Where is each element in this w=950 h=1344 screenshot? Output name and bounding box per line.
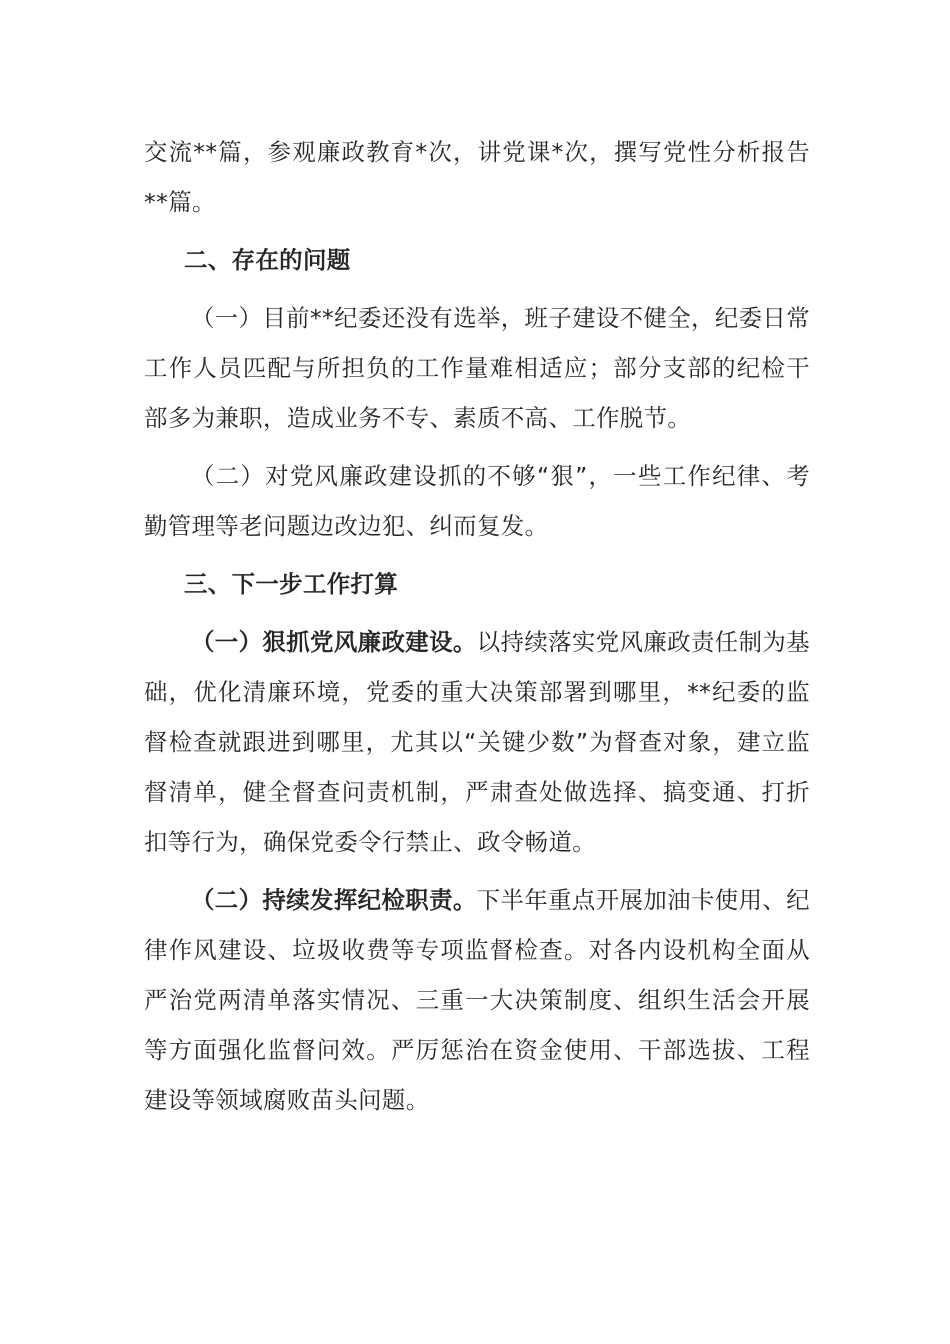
plan-item-2-text: 下半年重点开展加油卡使用、纪律作风建设、垃圾收费等专项监督检查。对各内设机构全面从严治党两清单落实情况、三重一大决策制度、组织生活会开展等方面强化监督问效。严厉惩治在资金使用、干部选拔、工程建设等领域腐败苗头问题。 [144, 886, 810, 1114]
intro-paragraph: 交流**篇，参观廉政教育*次，讲党课*次，撰写党性分析报告**篇。 [144, 138, 810, 216]
plan-item-1-lead: （一）狠抓党风廉政建设。 [191, 628, 477, 656]
plan-item-1-text: 以持续落实党风廉政责任制为基础，优化清廉环境，党委的重大决策部署到哪里，**纪委的监督检查就跟进到哪里，尤其以“关键少数”为督查对象，建立监督清单，健全督查问责机制，严肃查处做选择、搞变通、打折扣等行为，确保党委令行禁止、政令畅道。 [144, 628, 810, 856]
section-heading-next-steps: 三、下一步工作打算 [184, 570, 399, 598]
plan-paragraph-1 [144, 617, 810, 867]
plan-paragraph-2 [144, 875, 810, 1125]
problem-paragraph-1: （一）目前**纪委还没有选举，班子建设不健全，纪委日常工作人员匹配与所担负的工作量难相适应；部分支部的纪检干部多为兼职，造成业务不专、素质不高、工作脱节。 [144, 304, 810, 432]
document-body [144, 127, 810, 1125]
section-heading-problems: 二、存在的问题 [184, 246, 351, 274]
plan-item-2-lead: （二）持续发挥纪检职责。 [191, 886, 477, 914]
problem-paragraph-2: （二）对党风廉政建设抓的不够“狠”，一些工作纪律、考勤管理等老问题边改边犯、纠而复发。 [144, 462, 810, 540]
